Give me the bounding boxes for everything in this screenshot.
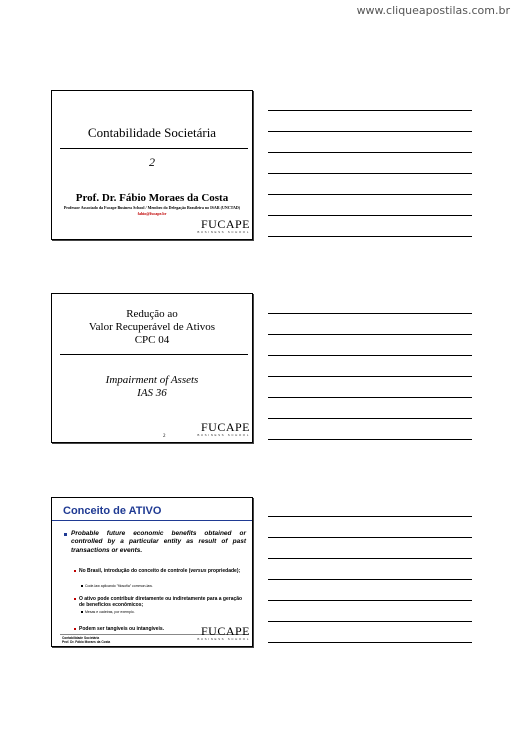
note-line <box>268 621 472 622</box>
fucape-logo <box>197 218 250 234</box>
bullet-item <box>79 568 244 574</box>
logo-word: FUCAPE <box>200 217 250 231</box>
subtitle-line: Impairment of Assets <box>105 374 199 386</box>
note-line <box>268 376 472 377</box>
title-line: Valor Recuperável de Ativos <box>88 321 216 333</box>
note-line <box>268 642 472 643</box>
bullet-marker-icon <box>74 570 76 572</box>
note-line <box>268 152 472 153</box>
sub-bullet-text: Mesas e cadeiras, por exemplo. <box>85 610 135 614</box>
title-divider <box>60 354 248 355</box>
note-line <box>268 516 472 517</box>
sub-bullet-item <box>85 584 153 588</box>
note-line <box>268 355 472 356</box>
slide-2 <box>51 293 253 443</box>
note-line <box>268 236 472 237</box>
logo-word: FUCAPE <box>200 624 250 638</box>
title-line: CPC 04 <box>134 334 170 346</box>
header-divider <box>52 520 252 521</box>
subtitle-line: IAS 36 <box>137 387 167 399</box>
slide-subtitle <box>52 374 252 400</box>
bullet-marker-icon <box>74 598 76 600</box>
note-line <box>268 537 472 538</box>
sub-bullet-text: Code-law aplicando "filosofia" common-law. <box>85 584 153 588</box>
sub-bullet-marker-icon <box>81 611 83 613</box>
author-email: fabio@fucape.br <box>137 211 167 216</box>
bullet-text-pre: No Brasil, introdução do conceito de controle ( <box>79 568 191 574</box>
page-number: 2 <box>163 434 166 439</box>
lecture-number: 2 <box>149 155 155 169</box>
note-line <box>268 173 472 174</box>
logo-subtitle: BUSINESS SCHOOL <box>197 230 250 234</box>
slide-header: Conceito de ATIVO <box>63 505 162 517</box>
bullet-text-italic: versus <box>190 568 207 574</box>
note-line <box>268 558 472 559</box>
bullet-marker-icon <box>74 628 76 630</box>
main-bullet-text: Probable future economic benefits obtained or controlled by a particular entity as result of past transactions or events. <box>71 530 246 554</box>
title-divider <box>60 148 248 149</box>
sub-bullet-marker-icon <box>81 585 83 587</box>
footer-line: Prof. Dr. Fábio Moraes da Costa <box>62 640 111 644</box>
note-line <box>268 194 472 195</box>
slide-title <box>52 308 252 347</box>
note-line <box>268 334 472 335</box>
fucape-logo <box>197 421 250 437</box>
sub-bullet-item <box>85 610 135 614</box>
note-line <box>268 110 472 111</box>
footer-line: Contabilidade Societária <box>62 636 100 640</box>
bullet-text: Podem ser tangíveis ou intangíveis. <box>79 626 165 632</box>
author-description: Professor Associado da Fucape Business School / Membro do Delegação Brasileira no ISAR (UNCTAD) <box>63 205 241 210</box>
slide-footer <box>62 636 110 644</box>
note-line <box>268 313 472 314</box>
slide-1 <box>51 90 253 240</box>
bullet-text: O ativo pode contribuir diretamente ou indiretamente para a geração de benefícios econômicos; <box>79 596 243 608</box>
logo-subtitle: BUSINESS SCHOOL <box>197 433 250 437</box>
logo-word: FUCAPE <box>200 420 250 434</box>
slide-3 <box>51 497 253 647</box>
title-line: Redução ao <box>126 308 178 320</box>
fucape-logo <box>197 625 250 641</box>
note-line <box>268 600 472 601</box>
note-line <box>268 579 472 580</box>
logo-subtitle: BUSINESS SCHOOL <box>197 637 250 641</box>
note-line <box>268 215 472 216</box>
slide-title: Contabilidade Societária <box>87 125 217 140</box>
note-line <box>268 131 472 132</box>
author-name: Prof. Dr. Fábio Moraes da Costa <box>75 192 229 204</box>
main-bullet <box>71 530 246 555</box>
note-line <box>268 439 472 440</box>
bullet-marker-icon <box>64 533 67 536</box>
note-line <box>268 418 472 419</box>
note-line <box>268 397 472 398</box>
bullet-item <box>79 596 247 608</box>
site-url[interactable]: www.cliqueapostilas.com.br <box>356 4 510 17</box>
bullet-text-post: propriedade); <box>206 568 241 574</box>
